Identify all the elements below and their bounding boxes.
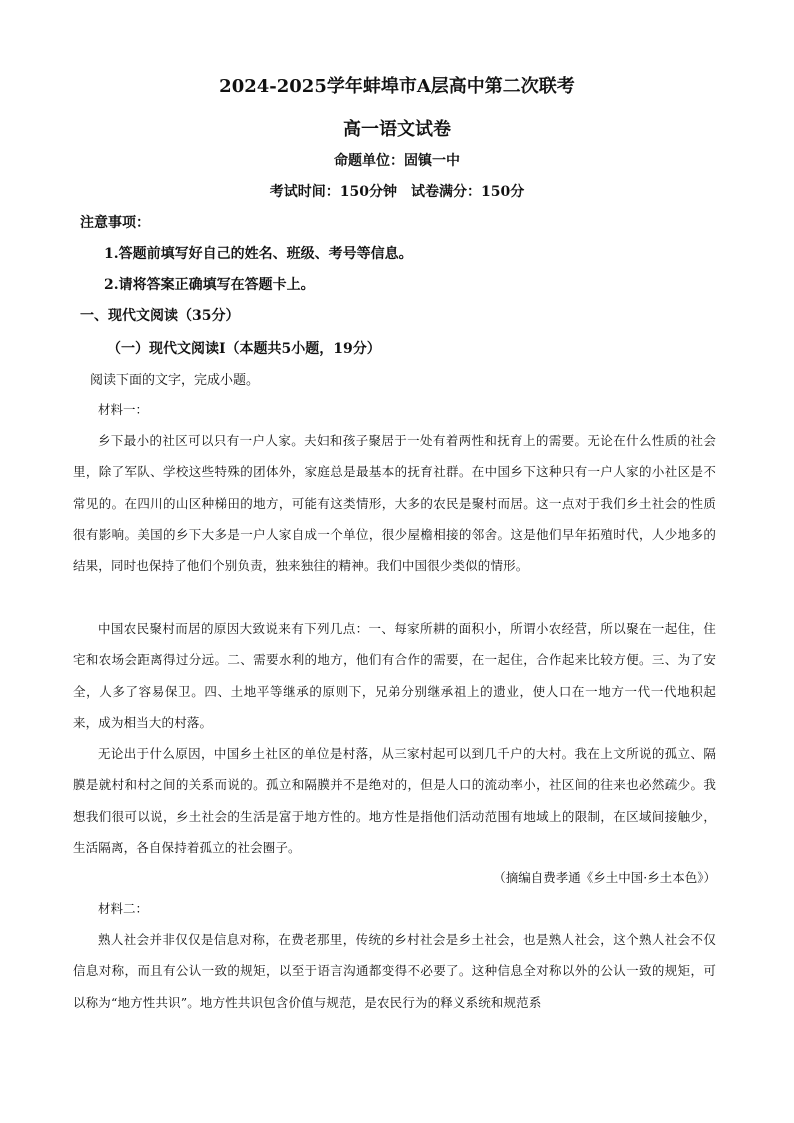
material-1-source: （摘编自费孝通《乡土中国·乡土本色》） xyxy=(493,870,716,885)
material-1-paragraph: 中国农民聚村而居的原因大致说来有下列几点：一、每家所耕的面积小，所谓小农经营，所以聚在一起住，住宅和农场会距离得过分远。二、需要水利的地方，他们有合作的需要，在一起住，合作起来比较方便。三、为了安全，人多了容易保卫。四、土地平等继承的原则下，兄弟分别继承祖上的遗业，使人口在一地方一代一代地积起来，成为相当大的村落。 xyxy=(73,621,716,730)
exam-full-score: 试卷满分：150分 xyxy=(411,184,525,200)
material-2-label: 材料二： xyxy=(98,901,149,916)
subsection-heading: （一）现代文阅读Ⅰ（本题共5小题，19分） xyxy=(107,341,381,357)
material-1-paragraph: 无论出于什么原因，中国乡土社区的单位是村落，从三家村起可以到几千户的大村。我在上文所说的孤立、隔膜是就村和村之间的关系而说的。孤立和隔膜并不是绝对的，但是人口的流动率小，社区间的往来也必然疏少。我想我们很可以说，乡土社会的生活是富于地方性的。地方性是指他们活动范围有地域上的限制，在区域间接触少，生活隔离，各自保持着孤立的社会圈子。 xyxy=(73,746,716,855)
exam-title: 2024-2025学年蚌埠市A层高中第二次联考 xyxy=(219,76,575,97)
reading-instruction: 阅读下面的文字，完成小题。 xyxy=(90,373,260,388)
exam-issuer: 命题单位：固镇一中 xyxy=(334,153,460,169)
notice-heading: 注意事项： xyxy=(80,215,150,231)
section-heading: 一、现代文阅读（35分） xyxy=(80,308,240,324)
material-1-paragraph: 乡下最小的社区可以只有一户人家。夫妇和孩子聚居于一处有着两性和抚育上的需要。无论在什么性质的社会里，除了军队、学校这些特殊的团体外，家庭总是最基本的抚育社群。在中国乡下这种只有一户人家的小社区是不常见的。在四川的山区种梯田的地方，可能有这类情形，大多的农民是聚村而居。这一点对于我们乡土社会的性质很有影响。美国的乡下大多是一户人家自成一个单位，很少屋檐相接的邻舍。这是他们早年拓殖时代，人少地多的结果，同时也保持了他们个别负责，独来独往的精神。我们中国很少类似的情形。 xyxy=(73,433,716,574)
notice-item-2: 2.请将答案正确填写在答题卡上。 xyxy=(104,277,315,293)
material-1-label: 材料一： xyxy=(98,402,149,417)
exam-time: 考试时间：150分钟 xyxy=(269,184,397,200)
exam-subtitle: 高一语文试卷 xyxy=(343,119,451,140)
material-2-paragraph: 熟人社会并非仅仅是信息对称，在费老那里，传统的乡村社会是乡土社会，也是熟人社会，这个熟人社会不仅信息对称，而且有公认一致的规矩，以至于语言沟通都变得不必要了。这种信息全对称以外的公认一致的规矩，可以称为“地方性共识”。地方性共识包含价值与规范，是农民行为的释义系统和规范系 xyxy=(73,932,716,1010)
notice-item-1: 1.答题前填写好自己的姓名、班级、考号等信息。 xyxy=(104,246,413,262)
exam-info xyxy=(0,181,794,201)
